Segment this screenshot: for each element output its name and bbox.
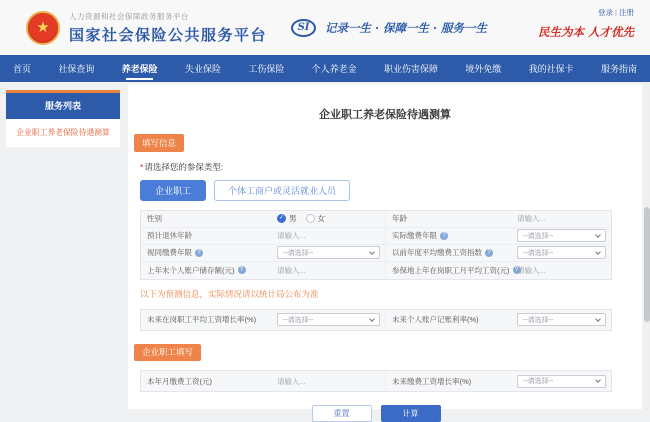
auth-divider: | <box>615 8 617 17</box>
deemed-years-select[interactable]: --请选择-- <box>277 246 380 259</box>
retire-age-label: 预计退休年龄 <box>147 231 192 240</box>
future-pay-growth-label: 未来缴费工资增长率(%) <box>385 371 511 391</box>
help-icon[interactable]: ? <box>513 266 521 274</box>
header-right <box>538 7 634 40</box>
forecast-table <box>140 309 612 331</box>
future-wage-growth-select[interactable]: --请选择-- <box>277 313 380 326</box>
chevron-down-icon <box>595 232 601 238</box>
participation-type-buttons <box>140 180 642 201</box>
actual-years-select[interactable]: --请选择-- <box>517 229 606 242</box>
local-avg-wage-label: 参保地上年在岗职工月平均工资(元) <box>392 265 510 275</box>
brand-text <box>69 11 267 45</box>
radio-checked-icon: ✓ <box>278 215 285 221</box>
national-emblem-icon: ★ <box>26 11 60 45</box>
sidebar-item-pension-calculator[interactable]: 企业职工养老保险待遇测算 <box>16 128 110 137</box>
current-wage-label: 本年月缴费工资(元) <box>147 376 212 386</box>
chevron-down-icon <box>369 249 375 255</box>
section-fill-info-badge: 填写信息 <box>134 134 184 152</box>
form-row <box>141 371 611 391</box>
chevron-down-icon <box>595 377 601 383</box>
retire-age-input[interactable] <box>277 231 381 240</box>
current-wage-input[interactable] <box>277 377 381 386</box>
gender-label: 性别 <box>147 214 162 223</box>
si-logo-icon: SI <box>291 19 316 37</box>
future-pay-growth-select[interactable]: --请选择-- <box>517 375 606 388</box>
platform-subtitle: 人力资源和社会保障政务服务平台 <box>69 11 189 21</box>
register-link[interactable]: 注册 <box>619 8 634 17</box>
nav-item[interactable]: 工伤保险 <box>248 64 285 74</box>
nav-item[interactable]: 服务指南 <box>600 64 637 74</box>
account-balance-label: 上年末个人账户储存额(元) <box>147 265 235 275</box>
chevron-down-icon <box>595 316 601 322</box>
chevron-down-icon <box>595 249 601 255</box>
main-nav <box>0 55 650 82</box>
login-link[interactable]: 登录 <box>598 8 614 17</box>
page-title: 企业职工养老保险待遇测算 <box>319 109 451 121</box>
future-interest-select[interactable]: --请选择-- <box>517 313 606 326</box>
age-input[interactable] <box>517 214 607 223</box>
sidebar-list <box>6 119 120 147</box>
chevron-down-icon <box>369 316 375 322</box>
calculate-button[interactable]: 计算 <box>381 405 441 422</box>
help-icon[interactable]: ? <box>485 249 493 257</box>
slogan-red: 民生为本 人才优先 <box>537 25 634 39</box>
help-icon[interactable]: ? <box>440 232 448 240</box>
gender-female-radio[interactable]: 女 <box>306 213 326 224</box>
section-employee-badge: 企业职工填写 <box>134 344 201 362</box>
slogan-blue: 记录一生 · 保障一生 · 服务一生 <box>325 20 488 35</box>
sidebar-title: 服务列表 <box>6 90 120 119</box>
account-balance-input[interactable] <box>277 266 381 275</box>
future-wage-growth-label: 未来在岗职工平均工资增长率(%) <box>147 315 257 324</box>
nav-item[interactable]: 社保查询 <box>58 64 95 74</box>
form-row <box>141 310 611 330</box>
forecast-note: 以下为预测信息，实际情况请以统计局公布为准 <box>140 288 319 299</box>
platform-title: 国家社会保险公共服务平台 <box>69 26 268 44</box>
nav-item[interactable]: 首页 <box>13 64 32 74</box>
help-icon[interactable]: ? <box>195 249 203 257</box>
form-actions <box>140 405 612 422</box>
nav-item[interactable]: 个人养老金 <box>311 64 357 74</box>
future-interest-label: 未来个人账户记账利率(%) <box>385 310 511 330</box>
deemed-years-label: 视同缴费年限 <box>147 248 192 257</box>
form-row <box>141 262 611 279</box>
required-asterisk: * <box>140 161 144 172</box>
auth-links <box>538 7 634 18</box>
form-row <box>141 228 611 245</box>
scrollbar-thumb[interactable] <box>644 207 650 322</box>
sidebar <box>6 90 120 147</box>
nav-item[interactable]: 我的社保卡 <box>528 64 574 74</box>
wage-index-select[interactable]: --请选择-- <box>517 246 606 259</box>
participation-type-button[interactable]: 企业职工 <box>140 180 206 201</box>
actual-years-label: 实际缴费年限 <box>392 231 437 240</box>
nav-item[interactable]: 境外免缴 <box>465 64 502 74</box>
nav-item[interactable]: 失业保险 <box>184 64 221 74</box>
help-icon[interactable]: ? <box>238 266 246 274</box>
si-brand <box>291 19 487 37</box>
employee-table <box>140 370 612 392</box>
local-avg-wage-input[interactable] <box>517 266 607 275</box>
form-row <box>141 245 611 262</box>
header <box>0 0 650 55</box>
scrollbar[interactable] <box>644 82 650 409</box>
radio-unchecked-icon <box>306 214 315 223</box>
gender-male-radio[interactable]: ✓ 男 <box>278 214 297 223</box>
nav-item[interactable]: 职业伤害保障 <box>383 64 438 74</box>
participation-type-label: *请选择您的参保类型: <box>140 161 224 172</box>
main-content <box>128 84 642 418</box>
reset-button[interactable]: 重置 <box>312 405 372 422</box>
wage-index-label: 以前年度平均缴费工资指数 <box>392 248 482 257</box>
basic-info-table <box>140 210 612 280</box>
nav-item[interactable]: 养老保险 <box>119 55 161 82</box>
participation-type-button[interactable]: 个体工商户或灵活就业人员 <box>214 180 350 201</box>
form-row <box>141 211 611 228</box>
age-label: 年龄 <box>385 211 511 227</box>
